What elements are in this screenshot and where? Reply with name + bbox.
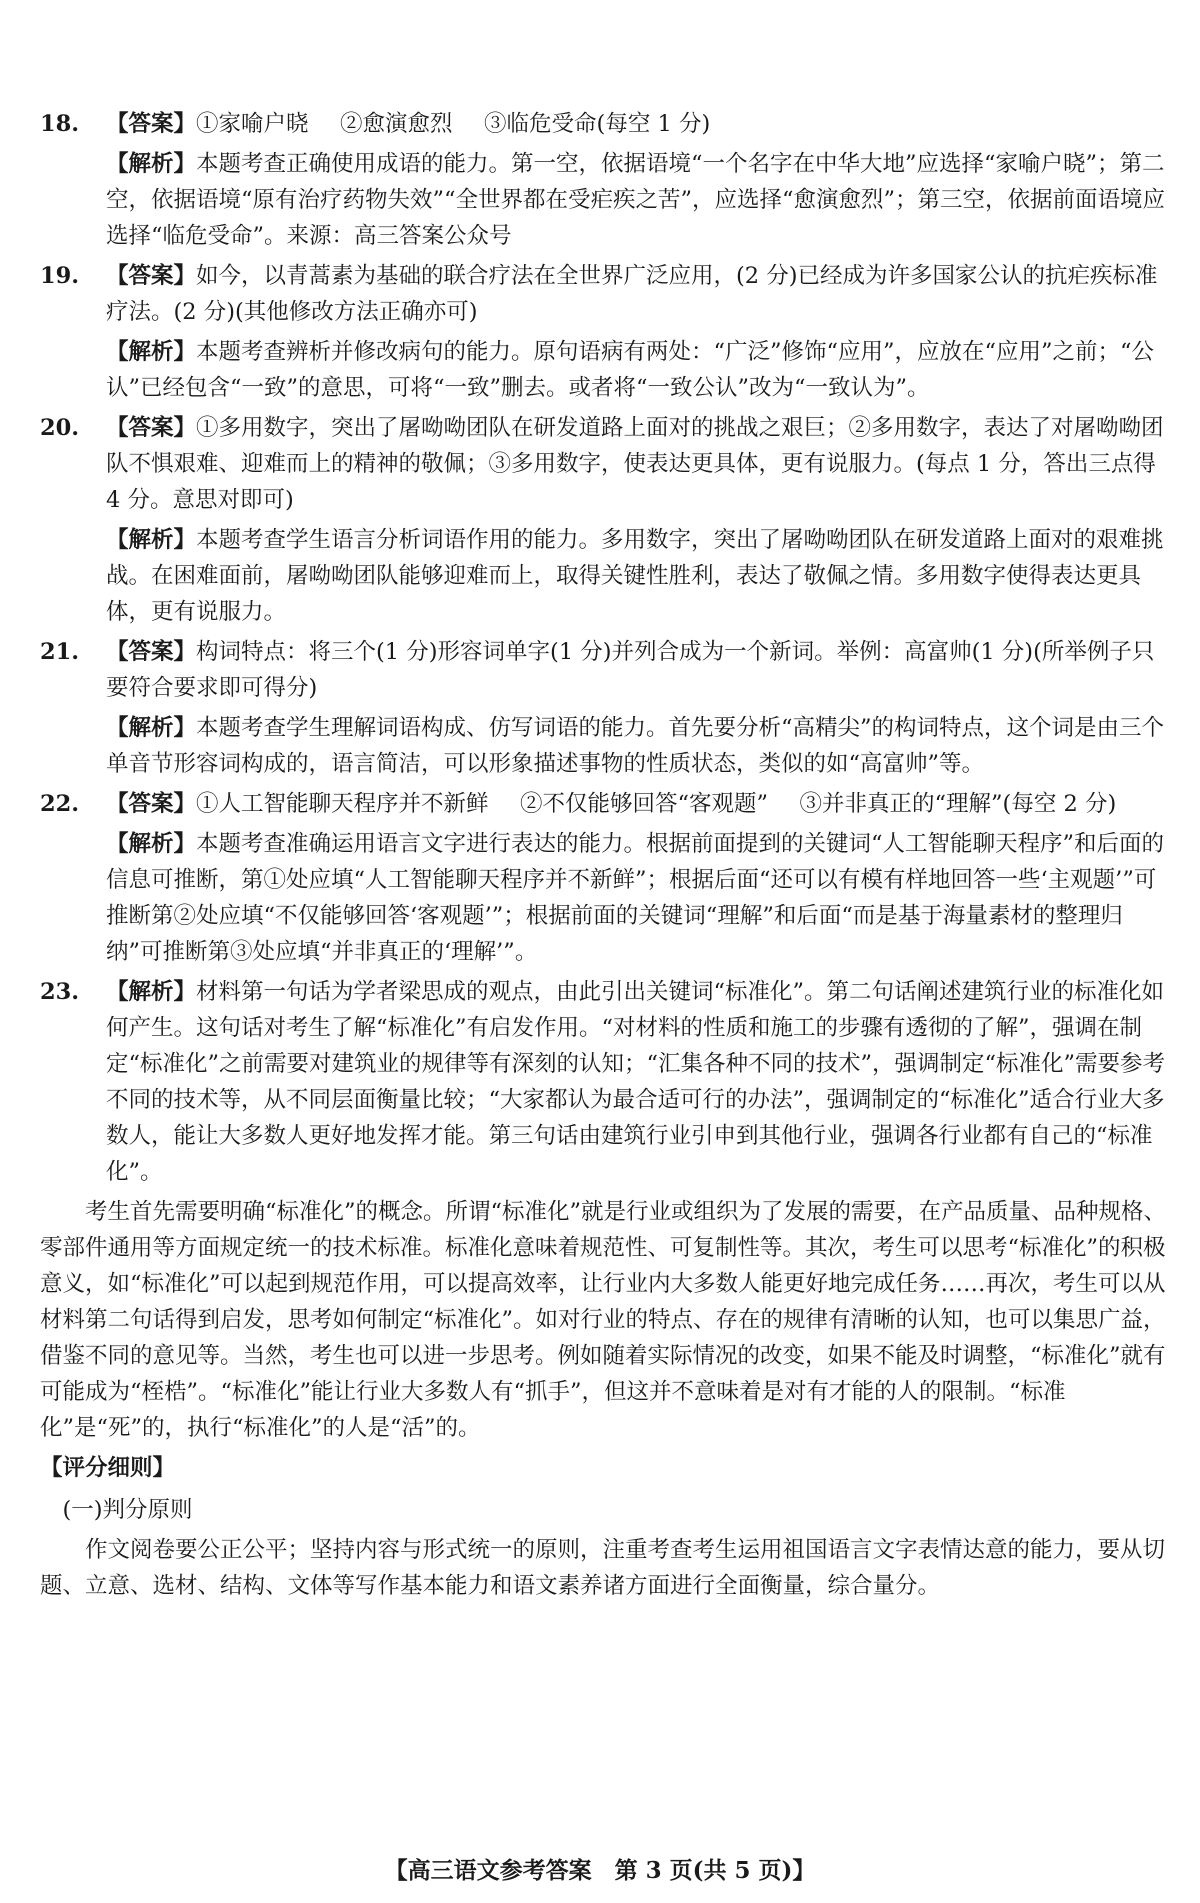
analysis-line <box>106 146 1166 254</box>
question-number: 18. <box>40 111 80 137</box>
answer-tag: 【答案】 <box>106 263 197 289</box>
page-footer: 【高三语文参考答案 第 3 页(共 5 页)】 <box>384 1857 816 1884</box>
answer-line <box>106 410 1166 518</box>
answer-line <box>106 106 1166 142</box>
analysis-text: 本题考查辨析并修改病句的能力。原句语病有两处：“广泛”修饰“应用”，应放在“应用”之前；“公认”已经包含“一致”的意思，可将“一致”删去。或者将“一致公认”改为“一致认为”。 <box>106 339 1155 401</box>
question-19 <box>40 258 1166 406</box>
answer-tag: 【答案】 <box>106 791 197 817</box>
analysis-line <box>106 974 1166 1190</box>
question-number: 19. <box>40 263 80 289</box>
answer-part-2: ②不仅能够回答“客观题” <box>520 791 769 817</box>
question-23 <box>40 974 1166 1190</box>
answer-part-3: ③并非真正的“理解”(每空 2 分) <box>799 791 1117 817</box>
scoring-principle-title: (一)判分原则 <box>62 1497 193 1523</box>
analysis-text: 本题考查学生语言分析词语作用的能力。多用数字，突出了屠呦呦团队在研发道路上面对的艰难挑战。在困难面前，屠呦呦团队能够迎难而上，取得关键性胜利，表达了敬佩之情。多用数字使得表达更具体，更有说服力。 <box>106 527 1164 625</box>
essay-guidance-paragraph: 考生首先需要明确“标准化”的概念。所谓“标准化”就是行业或组织为了发展的需要，在产品质量、品种规格、零部件通用等方面规定统一的技术标准。标准化意味着规范性、可复制性等。其次，考生可以思考“标准化”的积极意义，如“标准化”可以起到规范作用，可以提高效率，让行业内大多数人能更好地完成任务……再次，考生可以从材料第二句话得到启发，思考如何制定“标准化”。如对行业的特点、存在的规律有清晰的认知，也可以集思广益，借鉴不同的意见等。当然，考生也可以进一步思考。例如随着实际情况的改变，如果不能及时调整，“标准化”就有可能成为“桎梏”。“标准化”能让行业大多数人有“抓手”，但这并不意味着是对有才能的人的限制。“标准化”是“死”的，执行“标准化”的人是“活”的。 <box>40 1199 1167 1441</box>
answer-part-2: ②愈演愈烈 <box>340 111 453 137</box>
question-21 <box>40 634 1166 782</box>
analysis-line <box>106 334 1166 406</box>
answer-line <box>106 786 1166 822</box>
answer-text: 构词特点：将三个(1 分)形容词单字(1 分)并列合成为一个新词。举例：高富帅(1 分)(所举例子只要符合要求即可得分) <box>106 639 1155 701</box>
answer-text: 如今，以青蒿素为基础的联合疗法在全世界广泛应用，(2 分)已经成为许多国家公认的抗疟疾标准疗法。(2 分)(其他修改方法正确亦可) <box>106 263 1158 325</box>
analysis-line <box>106 826 1166 970</box>
analysis-tag: 【解析】 <box>106 339 197 365</box>
answer-text: ①多用数字，突出了屠呦呦团队在研发道路上面对的挑战之艰巨；②多用数字，表达了对屠呦呦团队不惧艰难、迎难而上的精神的敬佩；③多用数字，使表达更具体，更有说服力。(每点 1 分，答出三点得 4 分。意思对即可) <box>106 415 1164 513</box>
answer-tag: 【答案】 <box>106 111 197 137</box>
analysis-tag: 【解析】 <box>106 715 197 741</box>
answer-part-1: ①家喻户晓 <box>196 111 309 137</box>
analysis-text: 本题考查学生理解词语构成、仿写词语的能力。首先要分析“高精尖”的构词特点，这个词是由三个单音节形容词构成的，语言简洁，可以形象描述事物的性质状态，类似的如“高富帅”等。 <box>106 715 1165 777</box>
answer-line <box>106 258 1166 330</box>
question-18 <box>40 106 1166 254</box>
scoring-rules-title: 【评分细则】 <box>40 1455 176 1481</box>
analysis-tag: 【解析】 <box>106 151 197 177</box>
answer-line <box>106 634 1166 706</box>
question-number: 22. <box>40 791 80 817</box>
analysis-tag: 【解析】 <box>106 831 197 857</box>
scoring-principle-text: 作文阅卷要公正公平；坚持内容与形式统一的原则，注重考查考生运用祖国语言文字表情达意的能力，要从切题、立意、选材、结构、文体等写作基本能力和语文素养诸方面进行全面衡量，综合量分。 <box>40 1537 1166 1599</box>
analysis-tag: 【解析】 <box>106 527 197 553</box>
question-number: 23. <box>40 979 80 1005</box>
answer-part-1: ①人工智能聊天程序并不新鲜 <box>196 791 489 817</box>
analysis-line <box>106 710 1166 782</box>
analysis-line <box>106 522 1166 630</box>
analysis-text: 材料第一句话为学者梁思成的观点，由此引出关键词“标准化”。第二句话阐述建筑行业的标准化如何产生。这句话对考生了解“标准化”有启发作用。“对材料的性质和施工的步骤有透彻的了解”，强调在制定“标准化”之前需要对建筑业的规律等有深刻的认知；“汇集各种不同的技术”，强调制定“标准化”需要参考不同的技术等，从不同层面衡量比较；“大家都认为最合适可行的办法”，强调制定的“标准化”适合行业大多数人，能让大多数人更好地发挥才能。第三句话由建筑行业引申到其他行业，强调各行业都有自己的“标准化”。 <box>106 979 1166 1185</box>
answer-tag: 【答案】 <box>106 639 197 665</box>
analysis-text: 本题考查正确使用成语的能力。第一空，依据语境“一个名字在中华大地”应选择“家喻户晓”；第二空，依据语境“原有治疗药物失效”“全世界都在受疟疾之苦”，应选择“愈演愈烈”；第三空，依据前面语境应选择“临危受命”。 <box>106 151 1166 249</box>
question-20 <box>40 410 1166 630</box>
answer-body <box>40 106 1166 1608</box>
source-watermark: 来源：高三答案公众号 <box>286 223 512 249</box>
analysis-tag: 【解析】 <box>106 979 197 1005</box>
question-number: 20. <box>40 415 80 441</box>
answer-tag: 【答案】 <box>106 415 197 441</box>
question-22 <box>40 786 1166 970</box>
analysis-text: 本题考查准确运用语言文字进行表达的能力。根据前面提到的关键词“人工智能聊天程序”和后面的信息可推断，第①处应填“人工智能聊天程序并不新鲜”；根据后面“还可以有模有样地回答一些‘主观题’”可推断第②处应填“不仅能够回答‘客观题’”；根据前面的关键词“理解”和后面“而是基于海量素材的整理归纳”可推断第③处应填“并非真正的‘理解’”。 <box>106 831 1165 965</box>
question-number: 21. <box>40 639 80 665</box>
answer-part-3: ③临危受命(每空 1 分) <box>484 111 711 137</box>
